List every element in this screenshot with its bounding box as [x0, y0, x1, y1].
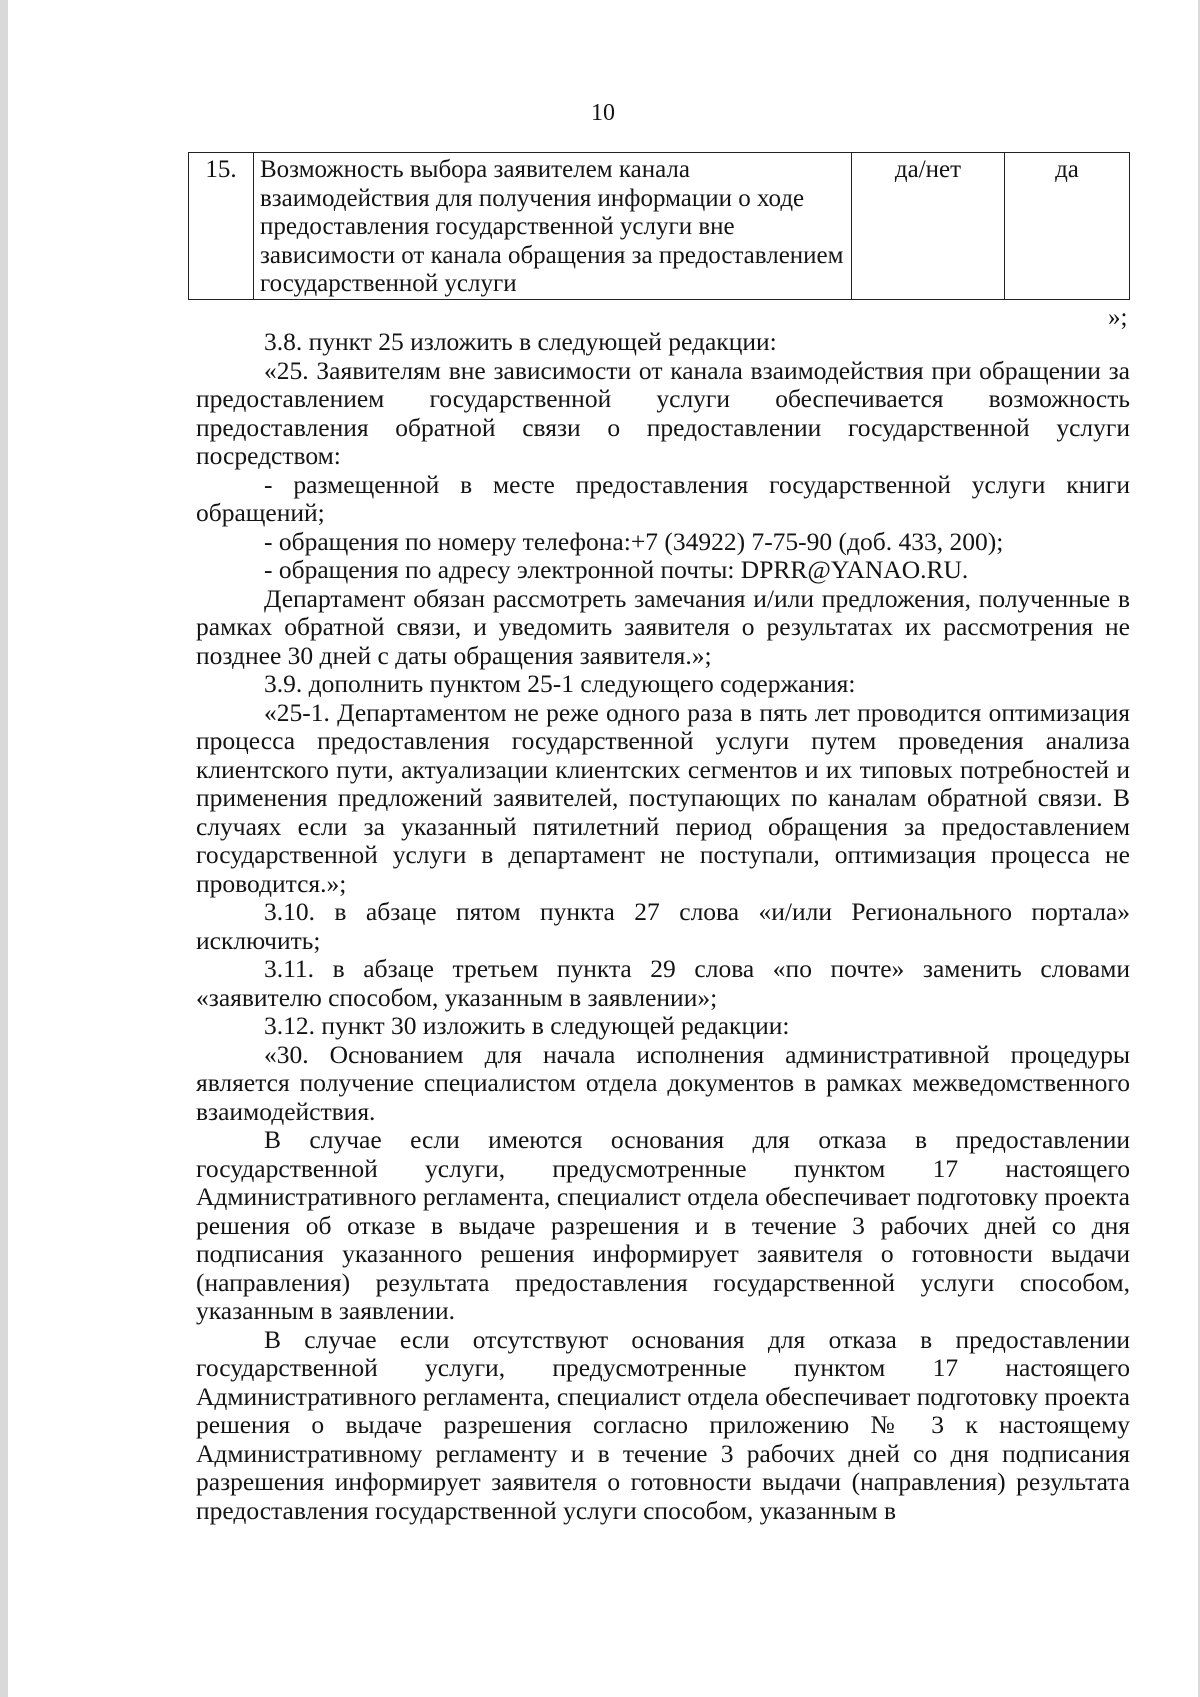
paragraph: 3.8. пункт 25 изложить в следующей редакции: [264, 327, 777, 356]
paragraph: «25-1. Департаментом не реже одного раза в пять лет проводится оптимизация процесса предоставления государственной услуги путем проведения анализа клиентского пути, актуализации клиентских сегментов и их типовых потребностей и применения предложений заявителей, поступающих по каналам обратной связи. В случаях если за указанный пятилетний период обращения за предоставлением государственной услуги в департамент не поступали, оптимизация процесса не проводится.»; [196, 697, 1130, 898]
paragraph: 3.11. в абзаце третьем пункта 29 слова «по почте» заменить словами «заявителю способом, указанным в заявлении»; [196, 954, 1130, 1012]
document-body [196, 328, 1130, 1525]
paragraph: - обращения по номеру телефона:+7 (34922) 7-75-90 (доб. 433, 200); [264, 526, 1004, 556]
row-unit: да/нет [852, 153, 1005, 300]
paragraph: В случае если отсутствуют основания для отказа в предоставлении государственной услуги, предусмотренные пунктом 17 настоящего Административного регламента, специалист отдела обеспечивает подготовку проекта решения о выдаче разрешения согласно приложению № 3 к настоящему Административному регламенту и в течение 3 рабочих дней со дня подписания разрешения информирует заявителя о готовности выдачи (направления) результата предоставления государственной услуги способом, указанным в [196, 1324, 1130, 1525]
paragraph: 3.9. дополнить пунктом 25-1 следующего содержания: [264, 669, 856, 698]
paragraph: «30. Основанием для начала исполнения административной процедуры является получение специалистом отдела документов в рамках межведомственного взаимодействия. [196, 1039, 1130, 1126]
row-number: 15. [189, 153, 254, 300]
paragraph: 3.12. пункт 30 изложить в следующей редакции: [264, 1011, 790, 1040]
criteria-table [188, 152, 1130, 300]
paragraph: 3.10. в абзаце пятом пункта 27 слова «и/или Регионального портала» исключить; [196, 897, 1130, 955]
paragraph: Департамент обязан рассмотреть замечания и/или предложения, полученные в рамках обратной связи, и уведомить заявителя о результатах их рассмотрения не позднее 30 дней с даты обращения заявителя.»; [196, 583, 1130, 670]
table-row [189, 153, 1130, 300]
document-page [8, 0, 1198, 1697]
paragraph: «25. Заявителям вне зависимости от канала взаимодействия при обращении за предоставлением государственной услуги обеспечивается возможность предоставления обратной связи о предоставлении государственной услуги посредством: [196, 355, 1130, 470]
table-closing-quote: »; [1108, 304, 1128, 331]
row-text: Возможность выбора заявителем канала взаимодействия для получения информации о ходе предоставления государственной услуги вне зависимости от канала обращения за предоставлением государственной услуги [254, 153, 852, 300]
row-value: да [1005, 153, 1130, 300]
paragraph: - размещенной в месте предоставления государственной услуги книги обращений; [196, 469, 1130, 527]
page-number: 10 [591, 100, 615, 126]
paragraph: - обращения по адресу электронной почты: DPRR@YANAO.RU. [264, 555, 969, 584]
paragraph: В случае если имеются основания для отказа в предоставлении государственной услуги, предусмотренные пунктом 17 настоящего Административного регламента, специалист отдела обеспечивает подготовку проекта решения об отказе в выдаче разрешения и в течение 3 рабочих дней со дня подписания указанного решения информирует заявителя о готовности выдачи (направления) результата предоставления государственной услуги способом, указанным в заявлении. [196, 1125, 1130, 1325]
